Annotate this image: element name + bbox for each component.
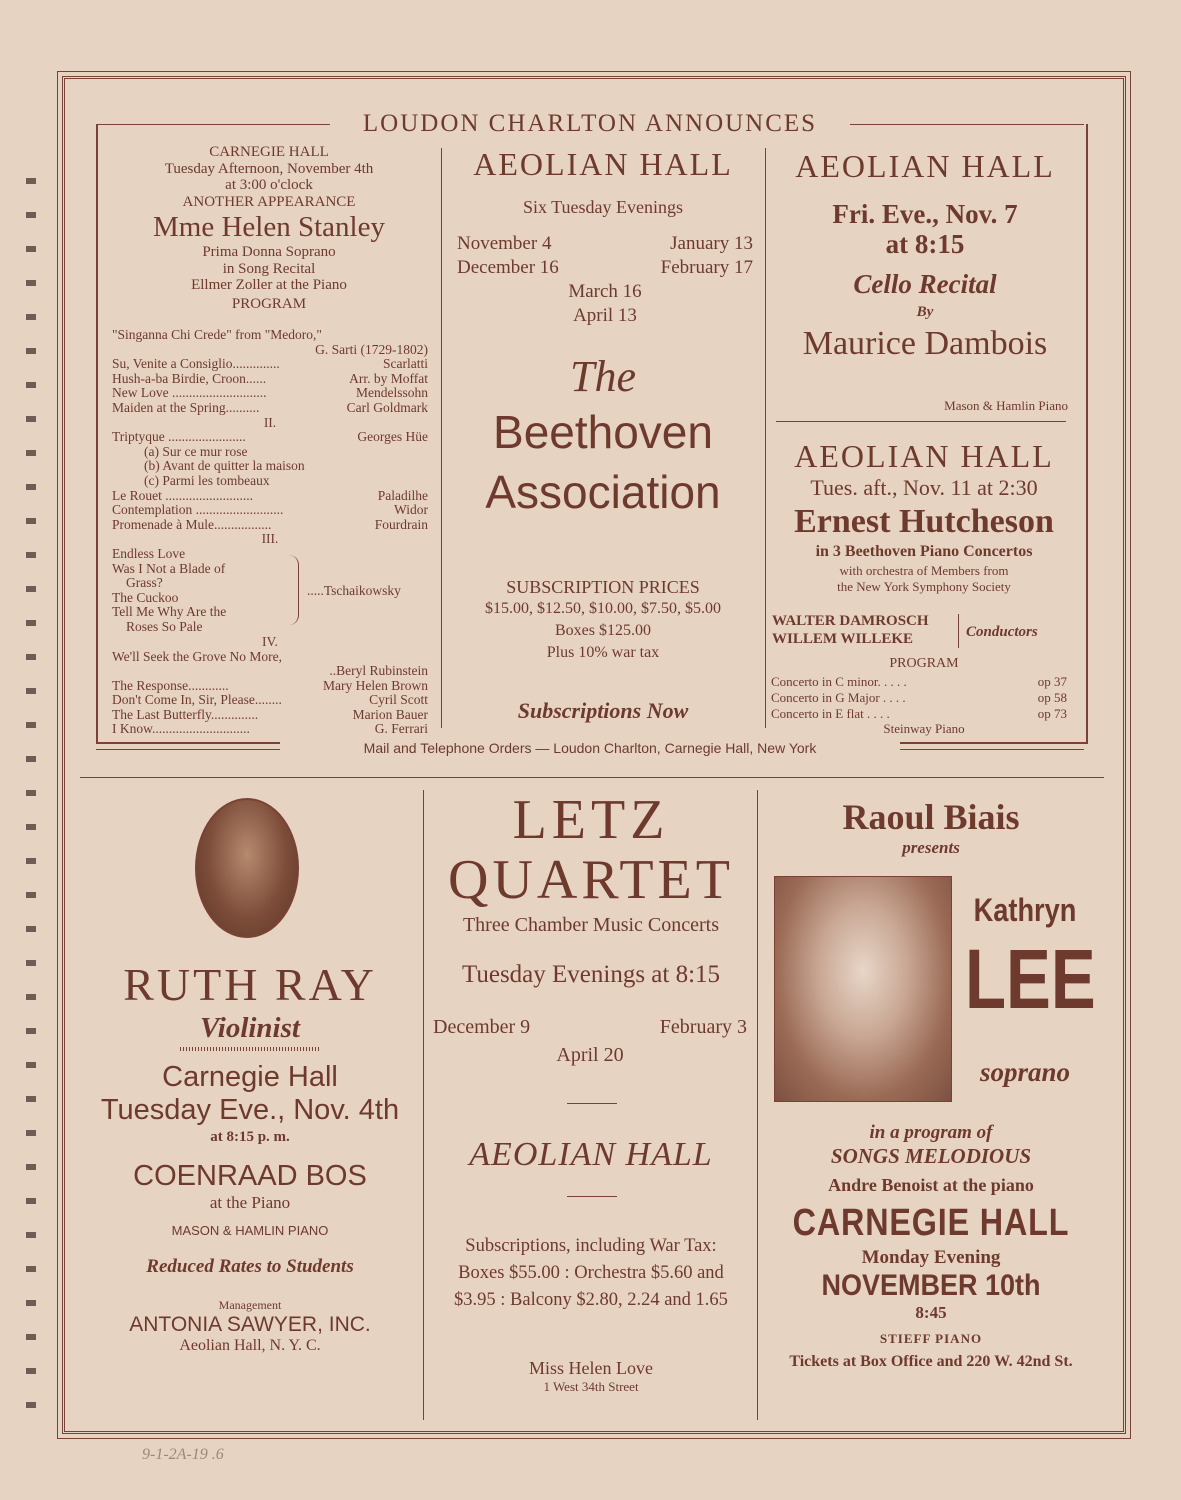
at-piano: at the Piano xyxy=(209,1193,291,1212)
program-item: Roses So Pale xyxy=(126,618,203,634)
date: November 4 xyxy=(457,233,552,254)
piece-title: Don't Come In, Sir, Please........ xyxy=(112,692,282,708)
presents: presents xyxy=(902,838,960,857)
composer: Arr. by Moffat xyxy=(349,370,428,386)
program-item: Tell Me Why Are the xyxy=(112,604,227,620)
composer: Paladilhe xyxy=(377,487,428,503)
address: Aeolian Hall, N. Y. C. xyxy=(179,1337,321,1354)
beethoven-dates xyxy=(457,232,753,328)
dambois-ad xyxy=(770,148,1080,363)
concerto-list xyxy=(771,674,1067,722)
time: at 8:15 p. m. xyxy=(210,1129,290,1145)
composer: Cyril Scott xyxy=(369,692,428,708)
subscriptions: Boxes $55.00 : Orchestra $5.60 and xyxy=(458,1263,724,1283)
program-item xyxy=(112,708,428,723)
ruth-ray-portrait xyxy=(195,798,299,938)
conductor: WALTER DAMROSCH xyxy=(772,613,929,629)
divider xyxy=(567,1103,617,1104)
composer: op 73 xyxy=(1037,706,1067,721)
subscriptions-now: Subscriptions Now xyxy=(517,698,689,723)
program-item xyxy=(112,503,428,518)
conductor: WILLEM WILLEKE xyxy=(772,631,914,647)
program-subitem: (b) Avant de quitter la maison xyxy=(144,458,305,474)
subtitle: Three Chamber Music Concerts xyxy=(462,914,720,936)
piece-title: Contemplation .......................... xyxy=(112,502,284,518)
date: April 13 xyxy=(573,305,637,326)
date: Tuesday Eve., Nov. 4th xyxy=(100,1094,400,1126)
col-divider xyxy=(423,790,424,1420)
composer: G. Ferrari xyxy=(374,721,428,737)
stanley-program xyxy=(112,328,428,737)
subtitle: in 3 Beethoven Piano Concertos xyxy=(815,543,1033,560)
program-item: Endless Love xyxy=(112,545,186,561)
composer: op 58 xyxy=(1037,690,1067,705)
tax-note: Plus 10% war tax xyxy=(546,644,660,661)
recital: in Song Recital xyxy=(222,260,316,277)
series: Six Tuesday Evenings xyxy=(522,197,684,217)
program-title: SONGS MELODIOUS xyxy=(830,1144,1032,1168)
piano-credit: MASON & HAMLIN PIANO xyxy=(171,1223,329,1238)
piece-title: I Know............................. xyxy=(112,721,250,737)
section-number: II. xyxy=(263,414,277,430)
letz-dates xyxy=(433,1013,747,1069)
prices: $15.00, $12.50, $10.00, $7.50, $5.00 xyxy=(485,600,721,617)
date: NOVEMBER 10th xyxy=(821,1269,1041,1302)
composer: Mary Helen Brown xyxy=(323,677,428,693)
program-item xyxy=(112,386,428,401)
subscriptions: Subscriptions, including War Tax: xyxy=(465,1236,717,1256)
stanley-ad xyxy=(104,144,434,312)
piece-title: Maiden at the Spring.......... xyxy=(112,399,260,415)
program-item xyxy=(112,489,428,504)
program-item: The Cuckoo xyxy=(112,589,179,605)
section-divider xyxy=(80,777,1104,778)
piece-title: The Response............ xyxy=(112,677,229,693)
program-intro: in a program of xyxy=(869,1122,993,1143)
piece-title: Le Rouet .......................... xyxy=(112,487,253,503)
composer: Carl Goldmark xyxy=(346,399,428,415)
venue: Carnegie Hall xyxy=(162,1061,338,1093)
conductors-label: Conductors xyxy=(966,624,1038,640)
program-item xyxy=(112,679,428,694)
role: Violinist xyxy=(200,1012,300,1044)
program-item xyxy=(112,693,428,708)
time: at 3:00 o'clock xyxy=(225,177,313,193)
day: Monday Evening xyxy=(861,1247,1001,1268)
date: February 17 xyxy=(660,257,753,278)
boxes-price: Boxes $125.00 xyxy=(555,622,651,639)
program-item: Was I Not a Blade of xyxy=(112,560,226,576)
composer: .....Tschaikowsky xyxy=(307,582,401,598)
piece-title: Concerto in C minor. . . . . xyxy=(771,674,907,689)
venue: CARNEGIE HALL xyxy=(209,144,329,160)
time: 8:45 xyxy=(915,1303,947,1322)
orchestra: the New York Symphony Society xyxy=(837,579,1011,594)
date: Tues. aft., Nov. 11 at 2:30 xyxy=(810,475,1038,500)
program-subitem: (a) Sur ce mur rose xyxy=(144,443,248,459)
first-name: Kathryn xyxy=(973,892,1077,928)
program-label: PROGRAM xyxy=(231,295,307,312)
mail-orders: Mail and Telephone Orders — Loudon Charlton, Carnegie Hall, New York xyxy=(280,740,900,756)
lee-details xyxy=(762,1122,1100,1371)
program-item: We'll Seek the Grove No More, xyxy=(112,648,283,664)
date: Tuesday Afternoon, November 4th xyxy=(164,160,374,177)
composer: Marion Bauer xyxy=(352,706,428,722)
ruth-ray-ad xyxy=(82,958,418,1355)
time: Tuesday Evenings at 8:15 xyxy=(461,961,721,988)
brace xyxy=(284,555,299,625)
piece-title: New Love ............................ xyxy=(112,385,267,401)
section-number: IV. xyxy=(262,633,278,649)
program-group xyxy=(112,357,428,415)
lee-header xyxy=(762,796,1100,858)
piece-title: Su, Venite a Consiglio.............. xyxy=(112,356,280,372)
title-the: The xyxy=(570,352,636,401)
bracket xyxy=(958,614,959,648)
orchestra: with orchestra of Members from xyxy=(839,563,1009,578)
management: ANTONIA SAWYER, INC. xyxy=(129,1313,371,1336)
accompanist: Andre Benoist at the piano xyxy=(828,1175,1034,1195)
program-label: PROGRAM xyxy=(889,656,959,671)
title-line1: Beethoven xyxy=(493,406,713,458)
kathryn-lee-portrait xyxy=(774,876,952,1102)
letz-contact xyxy=(428,1358,754,1395)
recital: Cello Recital xyxy=(853,269,997,299)
piece-title: Hush-a-ba Birdie, Croon...... xyxy=(112,370,267,386)
by: By xyxy=(916,304,934,320)
ornament xyxy=(180,1047,320,1051)
concerto xyxy=(771,706,1067,722)
program-item xyxy=(112,518,428,533)
time: at 8:15 xyxy=(885,229,965,259)
hutcheson-ad xyxy=(768,438,1080,595)
col-divider xyxy=(757,790,758,1420)
prices-label: SUBSCRIPTION PRICES xyxy=(506,577,700,597)
title-line2: QUARTET xyxy=(448,849,734,911)
program-item xyxy=(112,401,428,416)
handwritten-note: 9-1-2A-19 .6 xyxy=(142,1446,224,1463)
program-item xyxy=(112,357,428,372)
letz-ad xyxy=(428,790,754,989)
program-subitems xyxy=(112,445,428,489)
date: December 9 xyxy=(433,1016,531,1038)
composer: Widor xyxy=(394,502,428,518)
col-divider xyxy=(765,148,766,728)
subtitle: ANOTHER APPEARANCE xyxy=(182,193,356,210)
composer: Georges Hüe xyxy=(357,429,428,445)
role: soprano xyxy=(979,1057,1071,1087)
program-item xyxy=(112,722,428,737)
venue: AEOLIAN HALL xyxy=(795,148,1055,184)
piece-title: Concerto in E flat . . . . xyxy=(771,706,890,721)
conductors xyxy=(772,612,929,648)
venue: AEOLIAN HALL xyxy=(794,438,1054,474)
beethoven-title xyxy=(447,352,759,522)
artist-name: Ernest Hutcheson xyxy=(794,503,1054,540)
title-line2: Association xyxy=(485,466,721,518)
concerto xyxy=(771,690,1067,706)
piano-credit: Mason & Hamlin Piano xyxy=(944,398,1068,413)
piece-title: Promenade à Mule................. xyxy=(112,516,272,532)
last-name: LEE xyxy=(965,932,1096,1026)
date: February 3 xyxy=(659,1016,747,1038)
program-item: Triptyque ....................... xyxy=(112,429,246,445)
student-rates: Reduced Rates to Students xyxy=(146,1256,354,1277)
venue: AEOLIAN HALL xyxy=(469,1136,713,1173)
piece-title: Concerto in G Major . . . . xyxy=(771,690,906,705)
title-line1: LETZ xyxy=(512,789,670,851)
venue: CARNEGIE HALL xyxy=(792,1202,1070,1244)
section-number: III. xyxy=(261,531,279,547)
subscriptions: $3.95 : Balcony $2.80, 2.24 and 1.65 xyxy=(454,1290,728,1310)
accompanist: Ellmer Zoller at the Piano xyxy=(191,277,347,293)
composer: Scarlatti xyxy=(383,356,428,372)
date: April 20 xyxy=(556,1044,624,1066)
artist-name: RUTH RAY xyxy=(123,959,377,1010)
beethoven-prices xyxy=(447,576,759,722)
piano-credit: STIEFF PIANO xyxy=(879,1331,983,1346)
binding-edge xyxy=(26,150,36,1430)
accompanist: COENRAAD BOS xyxy=(133,1160,367,1192)
management-label: Management xyxy=(218,1298,282,1312)
tickets: Tickets at Box Office and 220 W. 42nd St. xyxy=(789,1353,1073,1370)
letz-subscriptions xyxy=(424,1233,758,1314)
composer: Fourdrain xyxy=(374,516,428,532)
address: 1 West 34th Street xyxy=(543,1379,639,1394)
composer: G. Sarti (1729-1802) xyxy=(315,341,428,357)
program-item xyxy=(112,372,428,387)
artist-name: Mme Helen Stanley xyxy=(153,211,385,243)
announces-heading: LOUDON CHARLTON ANNOUNCES xyxy=(330,110,850,138)
contact: Miss Helen Love xyxy=(529,1358,653,1378)
date: January 13 xyxy=(670,233,753,254)
beethoven-ad xyxy=(447,146,759,218)
lee-name xyxy=(950,892,1100,1088)
program-group xyxy=(112,489,428,533)
date: March 16 xyxy=(568,281,642,302)
program-group xyxy=(112,679,428,737)
program-item: "Singanna Chi Crede" from "Medoro," xyxy=(112,327,322,342)
composer: op 37 xyxy=(1037,674,1067,689)
venue: AEOLIAN HALL xyxy=(473,146,733,182)
concerto xyxy=(771,674,1067,690)
date: Fri. Eve., Nov. 7 xyxy=(832,199,1018,229)
date: December 16 xyxy=(457,257,559,278)
program-subitem: (c) Parmi les tombeaux xyxy=(144,472,270,488)
composer: ..Beryl Rubinstein xyxy=(329,663,428,679)
piano-credit: Steinway Piano xyxy=(883,721,965,736)
composer: Mendelssohn xyxy=(356,385,428,401)
piece-title: The Last Butterfly.............. xyxy=(112,706,259,722)
artist-name: Maurice Dambois xyxy=(802,325,1048,362)
divider xyxy=(776,421,1066,422)
role: Prima Donna Soprano xyxy=(202,244,336,260)
program-item: Grass? xyxy=(126,575,163,591)
divider xyxy=(567,1196,617,1197)
program-group xyxy=(112,547,287,635)
col-divider xyxy=(441,148,442,728)
presenter: Raoul Biais xyxy=(842,797,1020,837)
